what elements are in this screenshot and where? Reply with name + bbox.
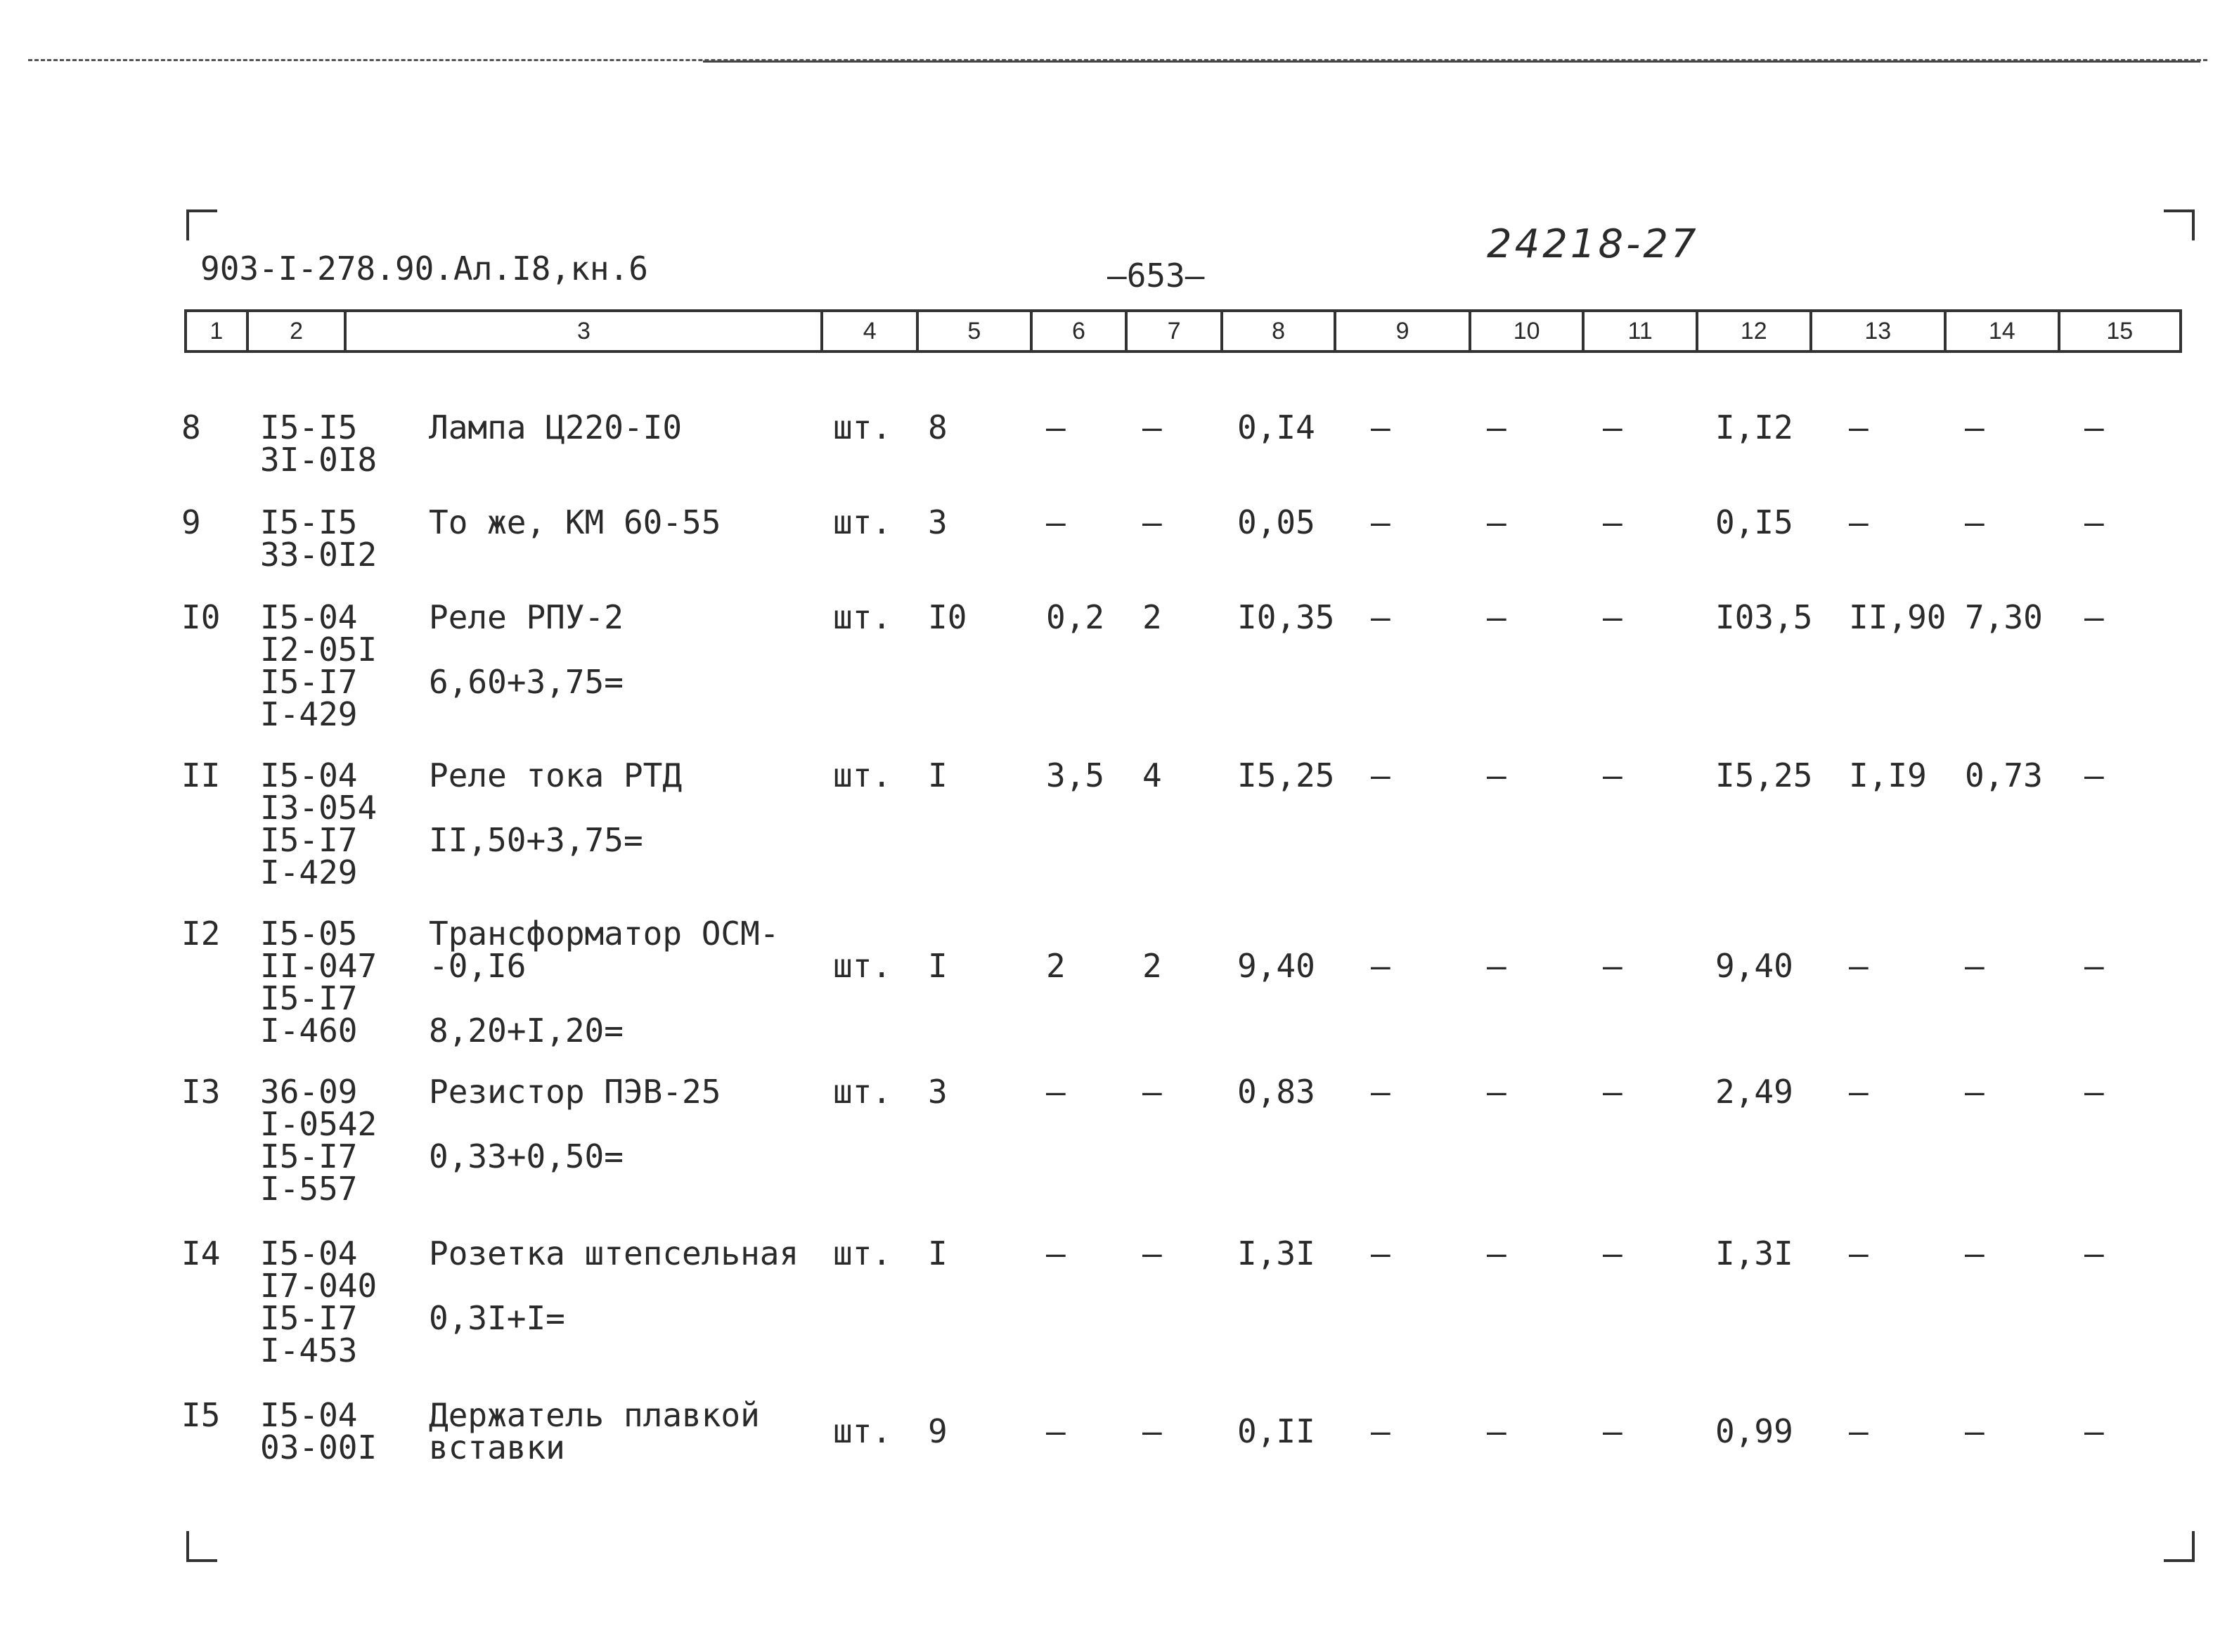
cell-c6: –: [1046, 408, 1066, 446]
cell-c8: 0,83: [1237, 1073, 1315, 1111]
corner-mark-top-right: [2164, 209, 2195, 240]
column-number-header: [184, 309, 2182, 353]
price-code-line: II-047: [260, 947, 378, 985]
cell-c10: –: [1487, 1073, 1506, 1111]
cell-c12: 9,40: [1715, 947, 1793, 985]
cell-c9: –: [1371, 756, 1390, 794]
unit-of-measure: шт.: [833, 756, 892, 794]
cell-c14: 7,30: [1965, 598, 2043, 636]
cell-c6: –: [1046, 1412, 1066, 1450]
cell-c10: –: [1487, 408, 1506, 446]
cell-c11: –: [1603, 1073, 1622, 1111]
column-header-13: 13: [1812, 312, 1947, 350]
cell-c8: I0,35: [1237, 598, 1335, 636]
item-name-line: Лампа Ц220-I0: [429, 408, 683, 446]
row-number: 8: [181, 408, 201, 446]
cell-c13: II,90: [1849, 598, 1947, 636]
price-code-line: 03-00I: [260, 1428, 378, 1466]
cell-c9: –: [1371, 408, 1390, 446]
cell-c14: –: [1965, 1412, 1985, 1450]
column-header-12: 12: [1698, 312, 1812, 350]
cell-c8: 0,I4: [1237, 408, 1315, 446]
price-code-line: I5-I7: [260, 1299, 358, 1337]
cell-c11: –: [1603, 598, 1622, 636]
cell-c5: I: [928, 1234, 948, 1272]
cell-c12: I,I2: [1715, 408, 1793, 446]
corner-mark-bottom-left: [186, 1531, 217, 1562]
price-code-line: I5-I7: [260, 821, 358, 859]
price-code-line: I5-I5: [260, 408, 358, 446]
cell-c8: I5,25: [1237, 756, 1335, 794]
price-code-line: I2-05I: [260, 631, 378, 669]
price-code-line: I5-04: [260, 1234, 358, 1272]
price-code-line: I5-04: [260, 1396, 358, 1434]
row-number: II: [181, 756, 221, 794]
cell-c14: –: [1965, 503, 1985, 541]
unit-of-measure: шт.: [833, 1234, 892, 1272]
cell-c7: –: [1142, 1073, 1162, 1111]
cell-c15: –: [2084, 756, 2104, 794]
calc-formula: 6,60+3,75=: [429, 663, 624, 701]
calc-formula: II,50+3,75=: [429, 821, 643, 859]
cell-c11: –: [1603, 756, 1622, 794]
price-code-line: I5-04: [260, 756, 358, 794]
cell-c14: –: [1965, 1234, 1985, 1272]
price-code-line: 3I-0I8: [260, 441, 378, 479]
cell-c5: I: [928, 756, 948, 794]
unit-of-measure: шт.: [833, 598, 892, 636]
cell-c6: 2: [1046, 947, 1066, 985]
cell-c15: –: [2084, 1073, 2104, 1111]
cell-c7: –: [1142, 503, 1162, 541]
price-code-line: I5-I7: [260, 1137, 358, 1175]
cell-c5: 3: [928, 1073, 948, 1111]
item-name-line: Розетка штепсельная: [429, 1234, 799, 1272]
price-code-line: I5-04: [260, 598, 358, 636]
cell-c15: –: [2084, 408, 2104, 446]
cell-c5: I: [928, 947, 948, 985]
cell-c5: 9: [928, 1412, 948, 1450]
cell-c13: –: [1849, 1234, 1869, 1272]
cell-c8: 0,II: [1237, 1412, 1315, 1450]
column-header-9: 9: [1336, 312, 1471, 350]
top-edge-line-solid: [703, 60, 2200, 63]
cell-c11: –: [1603, 503, 1622, 541]
row-number: I5: [181, 1396, 221, 1434]
cell-c8: I,3I: [1237, 1234, 1315, 1272]
corner-mark-bottom-right: [2164, 1531, 2195, 1562]
row-number: I0: [181, 598, 221, 636]
cell-c13: –: [1849, 503, 1869, 541]
column-header-15: 15: [2106, 317, 2134, 344]
cell-c14: –: [1965, 947, 1985, 985]
cell-c7: –: [1142, 1412, 1162, 1450]
row-number: I3: [181, 1073, 221, 1111]
cell-c9: –: [1371, 1412, 1390, 1450]
cell-c5: I0: [928, 598, 967, 636]
cell-c12: 2,49: [1715, 1073, 1793, 1111]
price-code-line: 36-09: [260, 1073, 358, 1111]
item-name-line: -0,I6: [429, 947, 527, 985]
cell-c9: –: [1371, 503, 1390, 541]
cell-c13: –: [1849, 408, 1869, 446]
price-code-line: I-460: [260, 1012, 358, 1050]
cell-c12: 0,I5: [1715, 503, 1793, 541]
corner-mark-top-left: [186, 209, 217, 240]
calc-formula: 8,20+I,20=: [429, 1012, 624, 1050]
price-code-line: I3-054: [260, 789, 378, 827]
cell-c15: –: [2084, 1412, 2104, 1450]
column-header-8: 8: [1223, 312, 1337, 350]
item-name-line: Трансформатор ОСМ-: [429, 915, 780, 953]
cell-c7: 4: [1142, 756, 1162, 794]
cell-c11: –: [1603, 1412, 1622, 1450]
price-code-line: I-0542: [260, 1105, 378, 1143]
price-code-line: 33-0I2: [260, 536, 378, 574]
cell-c15: –: [2084, 1234, 2104, 1272]
cell-c13: –: [1849, 1073, 1869, 1111]
price-code-line: I5-05: [260, 915, 358, 953]
calc-formula: 0,33+0,50=: [429, 1137, 624, 1175]
cell-c6: 0,2: [1046, 598, 1105, 636]
cell-c7: –: [1142, 408, 1162, 446]
cell-c6: 3,5: [1046, 756, 1105, 794]
column-header-3: 3: [347, 312, 823, 350]
column-header-10: 10: [1471, 312, 1585, 350]
column-header-4: 4: [823, 312, 919, 350]
cell-c7: 2: [1142, 947, 1162, 985]
cell-c13: –: [1849, 947, 1869, 985]
cell-c10: –: [1487, 1412, 1506, 1450]
unit-of-measure: шт.: [833, 947, 892, 985]
cell-c7: –: [1142, 1234, 1162, 1272]
cell-c11: –: [1603, 947, 1622, 985]
row-number: 9: [181, 503, 201, 541]
cell-c14: 0,73: [1965, 756, 2043, 794]
price-code-line: I-429: [260, 695, 358, 733]
item-name-line: То же, КМ 60-55: [429, 503, 721, 541]
cell-c15: –: [2084, 947, 2104, 985]
cell-c6: –: [1046, 1073, 1066, 1111]
cell-c8: 0,05: [1237, 503, 1315, 541]
cell-c15: –: [2084, 503, 2104, 541]
price-code-line: I-429: [260, 853, 358, 891]
handwritten-number: 24218-27: [1487, 221, 1699, 267]
row-number: I2: [181, 915, 221, 953]
cell-c12: I5,25: [1715, 756, 1813, 794]
cell-c12: I,3I: [1715, 1234, 1793, 1272]
cell-c6: –: [1046, 1234, 1066, 1272]
cell-c13: I,I9: [1849, 756, 1927, 794]
document-code: 903-I-278.90.Ал.I8,кн.6: [200, 250, 648, 288]
cell-c11: –: [1603, 408, 1622, 446]
item-name-line: Резистор ПЭВ-25: [429, 1073, 721, 1111]
cell-c14: –: [1965, 408, 1985, 446]
cell-c10: –: [1487, 756, 1506, 794]
cell-c9: –: [1371, 598, 1390, 636]
column-header-1: 1: [187, 312, 249, 350]
column-header-5: 5: [919, 312, 1033, 350]
page-number: —653—: [1107, 257, 1205, 295]
cell-c10: –: [1487, 947, 1506, 985]
calc-formula: 0,3I+I=: [429, 1299, 565, 1337]
item-name-line: Держатель плавкой: [429, 1396, 760, 1434]
cell-c12: I03,5: [1715, 598, 1813, 636]
price-code-line: I7-040: [260, 1267, 378, 1305]
cell-c7: 2: [1142, 598, 1162, 636]
cell-c9: –: [1371, 1073, 1390, 1111]
cell-c5: 3: [928, 503, 948, 541]
cell-c10: –: [1487, 503, 1506, 541]
cell-c10: –: [1487, 598, 1506, 636]
column-header-7: 7: [1128, 312, 1223, 350]
item-name-line: Реле тока РТД: [429, 756, 683, 794]
price-code-line: I-453: [260, 1331, 358, 1369]
cell-c11: –: [1603, 1234, 1622, 1272]
column-header-14: 14: [1947, 312, 2060, 350]
unit-of-measure: шт.: [833, 503, 892, 541]
column-header-11: 11: [1585, 312, 1698, 350]
price-code-line: I5-I7: [260, 979, 358, 1017]
unit-of-measure: шт.: [833, 1412, 892, 1450]
cell-c8: 9,40: [1237, 947, 1315, 985]
cell-c14: –: [1965, 1073, 1985, 1111]
unit-of-measure: шт.: [833, 408, 892, 446]
cell-c15: –: [2084, 598, 2104, 636]
column-header-6: 6: [1033, 312, 1128, 350]
price-code-line: I5-I7: [260, 663, 358, 701]
item-name-line: Реле РПУ-2: [429, 598, 624, 636]
cell-c9: –: [1371, 947, 1390, 985]
unit-of-measure: шт.: [833, 1073, 892, 1111]
cell-c12: 0,99: [1715, 1412, 1793, 1450]
cell-c6: –: [1046, 503, 1066, 541]
price-code-line: I-557: [260, 1170, 358, 1208]
cell-c5: 8: [928, 408, 948, 446]
row-number: I4: [181, 1234, 221, 1272]
column-header-2: 2: [249, 312, 347, 350]
item-name-line: вставки: [429, 1428, 565, 1466]
cell-c13: –: [1849, 1412, 1869, 1450]
cell-c9: –: [1371, 1234, 1390, 1272]
price-code-line: I5-I5: [260, 503, 358, 541]
cell-c10: –: [1487, 1234, 1506, 1272]
